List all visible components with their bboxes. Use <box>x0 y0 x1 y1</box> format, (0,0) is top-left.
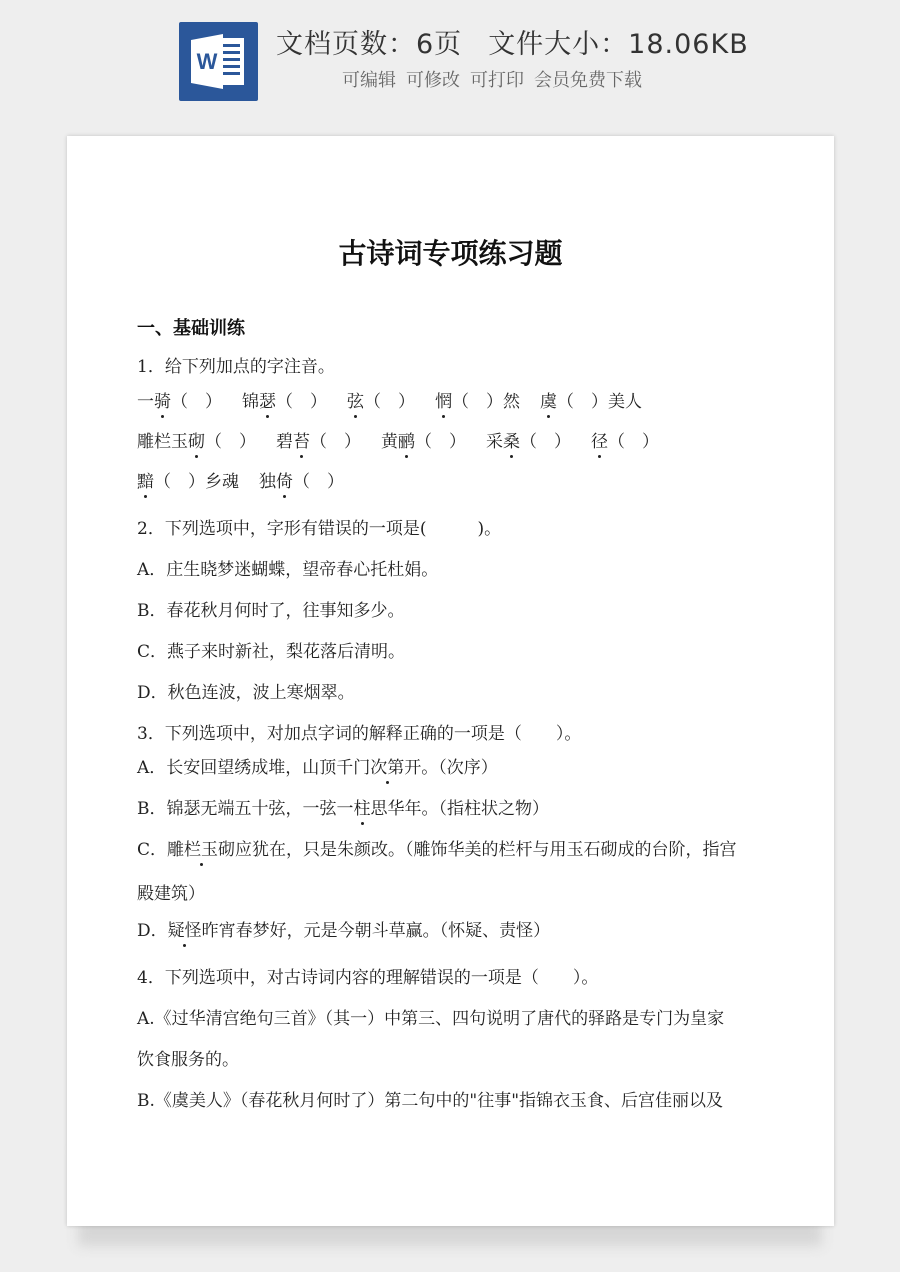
question-3-option-b: B．锦瑟无端五十弦，一弦一柱思华年。（指柱状之物） <box>137 799 549 819</box>
pinyin-item: 雕栏玉砌（ ） <box>137 432 256 452</box>
dotted-char: 黯 <box>137 472 154 492</box>
dotted-word: 雕栏玉砌 <box>167 840 236 860</box>
pinyin-item: 黯（ ）乡魂 <box>137 472 239 492</box>
dotted-char: 弦 <box>347 392 364 412</box>
question-4-stem: 4．下列选项中，对古诗词内容的理解错误的一项是（ ）。 <box>137 968 599 988</box>
document-title: 古诗词专项练习题 <box>338 237 563 270</box>
question-2-option-d: D．秋色连波，波上寒烟翠。 <box>137 683 355 703</box>
word-logo-letter: W <box>196 49 218 74</box>
pinyin-item: 径（ ） <box>591 432 659 452</box>
pinyin-item: 惘（ ）然 <box>435 392 520 412</box>
question-2-option-b: B．春花秋月何时了，往事知多少。 <box>137 601 405 621</box>
pinyin-item: 锦瑟（ ） <box>242 392 327 412</box>
dotted-char: 桑 <box>503 432 520 452</box>
question-3-option-a: A．长安回望绣成堆，山顶千门次第开。（次序） <box>137 758 498 778</box>
question-3-option-c: C．雕栏玉砌应犹在，只是朱颜改。（雕饰华美的栏杆与用玉石砌成的台阶，指宫 <box>137 840 737 860</box>
page-count-label: 文档页数：6页 <box>276 29 463 60</box>
pinyin-item: 一骑（ ） <box>137 392 222 412</box>
feature-printable: 可打印 <box>470 70 524 91</box>
question-3-option-c-continued: 殿建筑） <box>137 884 205 904</box>
dotted-word: 柱 <box>353 799 371 819</box>
download-info-header <box>0 0 900 118</box>
dotted-char: 径 <box>591 432 608 452</box>
pinyin-item: 采桑（ ） <box>486 432 571 452</box>
question-3-stem: 3．下列选项中，对加点字词的解释正确的一项是（ ）。 <box>137 724 582 744</box>
feature-member-download: 会员免费下载 <box>534 70 642 91</box>
question-1-row-2 <box>137 431 679 453</box>
pinyin-item: 黄鹂（ ） <box>381 432 466 452</box>
question-4-option-a: A.《过华清宫绝句三首》（其一）中第三、四句说明了唐代的驿路是专门为皇家 <box>137 1009 725 1029</box>
question-2-option-c: C．燕子来时新社，梨花落后清明。 <box>137 642 406 662</box>
dotted-word: 疑怪 <box>167 921 202 941</box>
pinyin-item: 弦（ ） <box>347 392 415 412</box>
dotted-word: 次第 <box>370 758 405 778</box>
question-1-row-1 <box>137 391 662 413</box>
dotted-char: 虞 <box>540 392 557 412</box>
question-3-option-d: D．疑怪昨宵春梦好，元是今朝斗草赢。（怀疑、责怪） <box>137 921 551 941</box>
question-1-row-3 <box>137 471 364 493</box>
dotted-char: 骑 <box>154 392 171 412</box>
dotted-char: 苔 <box>293 432 310 452</box>
word-document-icon <box>179 22 258 101</box>
dotted-char: 砌 <box>188 432 205 452</box>
dotted-char: 瑟 <box>259 392 276 412</box>
question-2-stem: 2．下列选项中，字形有错误的一项是( )。 <box>137 519 502 539</box>
section-heading-basic-training: 一、基础训练 <box>137 318 245 339</box>
document-stats <box>276 22 775 61</box>
document-features <box>342 66 652 92</box>
file-size-label: 文件大小：18.06KB <box>488 29 749 60</box>
question-4-option-b: B.《虞美人》（春花秋月何时了）第二句中的"往事"指锦衣玉食、后宫佳丽以及 <box>137 1091 724 1111</box>
dotted-char: 鹂 <box>398 432 415 452</box>
feature-modifiable: 可修改 <box>406 70 460 91</box>
dotted-char: 惘 <box>435 392 452 412</box>
question-1-stem: 1．给下列加点的字注音。 <box>137 357 335 377</box>
dotted-char: 倚 <box>276 472 293 492</box>
pinyin-item: 独倚（ ） <box>259 472 344 492</box>
feature-editable: 可编辑 <box>342 70 396 91</box>
pinyin-item: 虞（ ）美人 <box>540 392 642 412</box>
pinyin-item: 碧苔（ ） <box>276 432 361 452</box>
question-2-option-a: A．庄生晓梦迷蝴蝶，望帝春心托杜娟。 <box>137 560 439 580</box>
document-page <box>67 136 834 1226</box>
question-4-option-a-continued: 饮食服务的。 <box>137 1050 239 1070</box>
